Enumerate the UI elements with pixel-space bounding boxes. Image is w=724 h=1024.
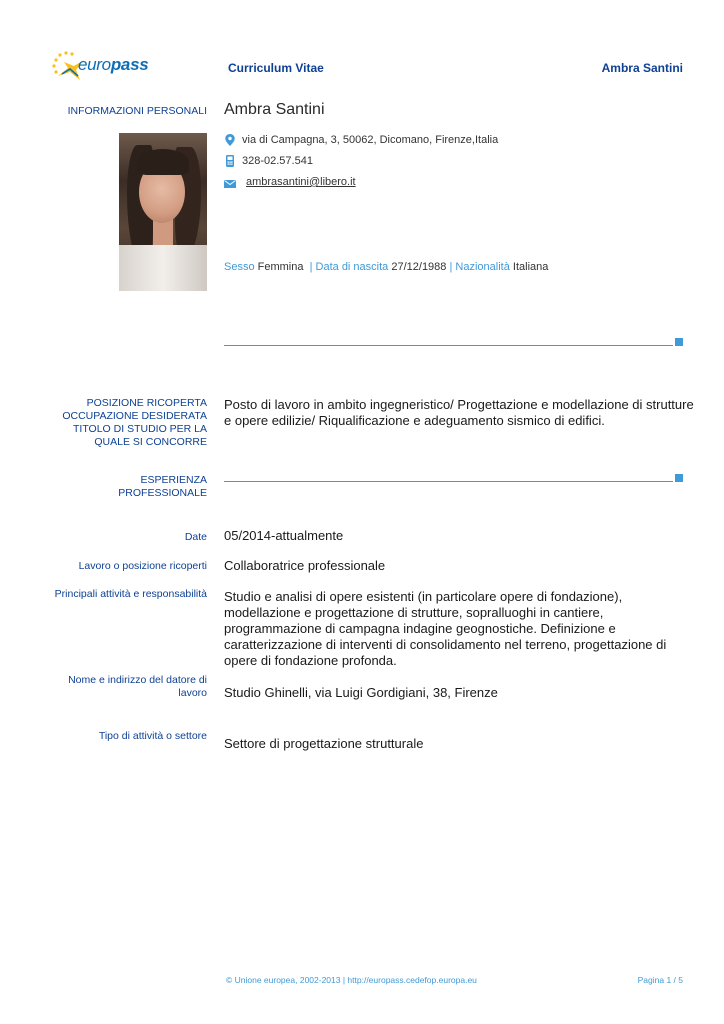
sector-value: Settore di progettazione strutturale xyxy=(224,736,424,751)
employer-value: Studio Ghinelli, via Luigi Gordigiani, 38, Firenze xyxy=(224,685,498,700)
section-divider xyxy=(224,345,673,346)
role-label: Lavoro o posizione ricoperti xyxy=(78,560,207,572)
profile-photo xyxy=(119,133,207,291)
birth-label: | Data di nascita xyxy=(309,261,389,273)
sector-label: Tipo di attività o settore xyxy=(98,730,207,742)
section-divider-marker xyxy=(675,338,683,346)
date-value: 05/2014-attualmente xyxy=(224,528,344,543)
section-divider-marker-experience xyxy=(675,474,683,482)
phone-text: 328-02.57.541 xyxy=(242,155,313,167)
position-text: Posto di lavoro in ambito ingegneristico/ Progettazione e modellazione di strutture e opere edilizie/ Riqualificazione e adeguamento sismico di edifici. xyxy=(224,397,694,428)
nationality-label: | Nazionalità xyxy=(449,261,510,273)
section-label-experience: ESPERIENZA PROFESSIONALE xyxy=(118,474,207,499)
activities-text: Studio e analisi di opere esistenti (in particolare opere di fondazione), modellazione e progettazione di strutture, sopralluoghi in cantiere, programmazione di campagna indagine geognostiche. Definizione e caratterizzazione di interventi di consolidamento nel terreno, progettazione di opere di fondazione profonda. xyxy=(224,589,667,668)
date-label: Date xyxy=(184,531,207,543)
employer-label: Nome e indirizzo del datore di lavoro xyxy=(68,674,207,699)
footer-page-number: Pagina 1 / 5 xyxy=(637,975,683,985)
header-title: Curriculum Vitae xyxy=(228,61,324,75)
birth-value: 27/12/1988 xyxy=(391,261,447,273)
full-name: Ambra Santini xyxy=(224,101,325,118)
email-link[interactable]: ambrasantini@libero.it xyxy=(246,176,356,188)
europass-logo xyxy=(50,50,150,84)
address-text: via di Campagna, 3, 50062, Dicomano, Firenze,Italia xyxy=(242,134,499,146)
footer-copyright-link[interactable]: © Unione europea, 2002-2013 | http://europass.cedefop.europa.eu xyxy=(226,975,477,985)
europass-wordmark: europass xyxy=(78,55,149,74)
nationality-value: Italiana xyxy=(512,261,549,273)
role-value: Collaboratrice professionale xyxy=(224,558,386,573)
section-divider-experience xyxy=(224,481,673,482)
phone-icon xyxy=(224,155,236,167)
section-label-position: POSIZIONE RICOPERTA OCCUPAZIONE DESIDERATA TITOLO DI STUDIO PER LA QUALE SI CONCORRE xyxy=(62,397,207,448)
sex-value: Femmina xyxy=(257,261,304,273)
location-pin-icon xyxy=(224,134,236,146)
header-name: Ambra Santini xyxy=(601,61,683,75)
email-icon xyxy=(224,178,236,190)
sex-label: Sesso xyxy=(224,261,255,273)
activities-label: Principali attività e responsabilità xyxy=(54,588,207,600)
section-label-personal: INFORMAZIONI PERSONALI xyxy=(67,105,207,117)
personal-details-line xyxy=(224,261,548,273)
